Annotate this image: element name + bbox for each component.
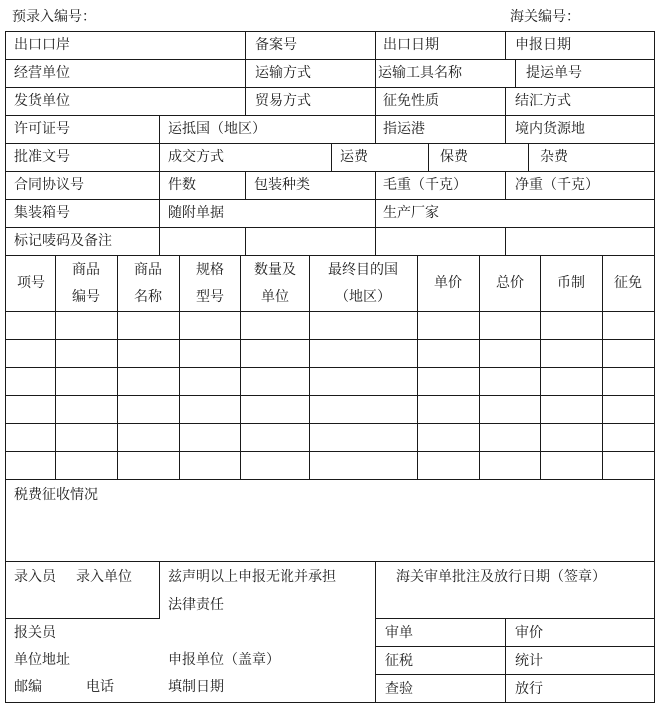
border-bottom <box>5 702 655 703</box>
settlement-mode-label: 结汇方式 <box>515 93 571 109</box>
declaration-statement-line1: 兹声明以上申报无讹并承担 <box>168 569 336 585</box>
record-no-label: 备案号 <box>255 37 297 53</box>
net-weight-label: 净重（千克） <box>515 177 599 193</box>
export-port-label: 出口口岸 <box>14 37 70 53</box>
domestic-source-label: 境内货源地 <box>515 121 585 137</box>
tax-levy-status-label: 税费征收情况 <box>14 487 98 503</box>
col-item-no: 项号 <box>17 275 45 291</box>
declaration-date-label: 申报日期 <box>515 37 571 53</box>
contract-no-label: 合同协议号 <box>14 177 84 193</box>
unit-address-label: 单位地址 <box>14 652 70 668</box>
license-no-label: 许可证号 <box>14 121 70 137</box>
col-dest-line1: 最终目的国 <box>328 262 398 278</box>
destination-country-label: 运抵国（地区） <box>168 121 266 137</box>
col-goods-no-line2: 编号 <box>72 289 100 305</box>
col-goods-name-line1: 商品 <box>134 262 162 278</box>
postcode-label: 邮编 <box>14 679 42 695</box>
destination-port-label: 指运港 <box>383 121 425 137</box>
col-levy: 征免 <box>614 275 642 291</box>
col-dest-line2: （地区） <box>335 289 391 305</box>
packages-label: 件数 <box>168 177 196 193</box>
transaction-mode-label: 成交方式 <box>168 149 224 165</box>
release-label: 放行 <box>515 681 543 697</box>
phone-label: 电话 <box>86 679 114 695</box>
col-spec-line1: 规格 <box>196 262 224 278</box>
transport-mode-label: 运输方式 <box>255 65 311 81</box>
col-goods-no-line1: 商品 <box>72 262 100 278</box>
package-type-label: 包装种类 <box>254 177 310 193</box>
entry-clerk-label: 录入员 <box>14 569 56 585</box>
col-total-price: 总价 <box>496 275 524 291</box>
trade-mode-label: 贸易方式 <box>255 93 311 109</box>
inspection-label: 查验 <box>385 681 413 697</box>
review-label: 审单 <box>385 625 413 641</box>
col-qty-line2: 单位 <box>261 289 289 305</box>
export-date-label: 出口日期 <box>383 37 439 53</box>
manufacturer-label: 生产厂家 <box>383 205 439 221</box>
attached-docs-label: 随附单据 <box>168 205 224 221</box>
container-no-label: 集装箱号 <box>14 205 70 221</box>
gross-weight-label: 毛重（千克） <box>383 177 467 193</box>
declarant-label: 报关员 <box>14 625 56 641</box>
approval-no-label: 批准文号 <box>14 149 70 165</box>
entry-unit-label: 录入单位 <box>76 569 132 585</box>
valuation-label: 审价 <box>515 625 543 641</box>
col-qty-line1: 数量及 <box>254 262 296 278</box>
declaring-unit-stamp-label: 申报单位（盖章） <box>168 652 280 668</box>
exemption-nature-label: 征免性质 <box>383 93 439 109</box>
bill-of-lading-label: 提运单号 <box>526 65 582 81</box>
col-unit-price: 单价 <box>434 275 462 291</box>
customs-approval-label: 海关审单批注及放行日期（签章） <box>396 569 606 585</box>
transport-vehicle-label: 运输工具名称 <box>378 65 462 81</box>
customs-number-label: 海关编号： <box>510 9 580 25</box>
freight-label: 运费 <box>340 149 368 165</box>
marks-remarks-label: 标记唛码及备注 <box>14 233 112 249</box>
col-goods-name-line2: 名称 <box>134 289 162 305</box>
operating-unit-label: 经营单位 <box>14 65 70 81</box>
declaration-statement-line2: 法律责任 <box>168 597 224 613</box>
fill-date-label: 填制日期 <box>168 679 224 695</box>
col-currency: 币制 <box>557 275 585 291</box>
statistics-label: 统计 <box>515 653 543 669</box>
pre-entry-number-label: 预录入编号： <box>12 9 96 25</box>
misc-charges-label: 杂费 <box>540 149 568 165</box>
col-spec-line2: 型号 <box>196 289 224 305</box>
border-top <box>5 31 655 32</box>
levy-tax-label: 征税 <box>385 653 413 669</box>
shipper-label: 发货单位 <box>14 93 70 109</box>
insurance-label: 保费 <box>440 149 468 165</box>
